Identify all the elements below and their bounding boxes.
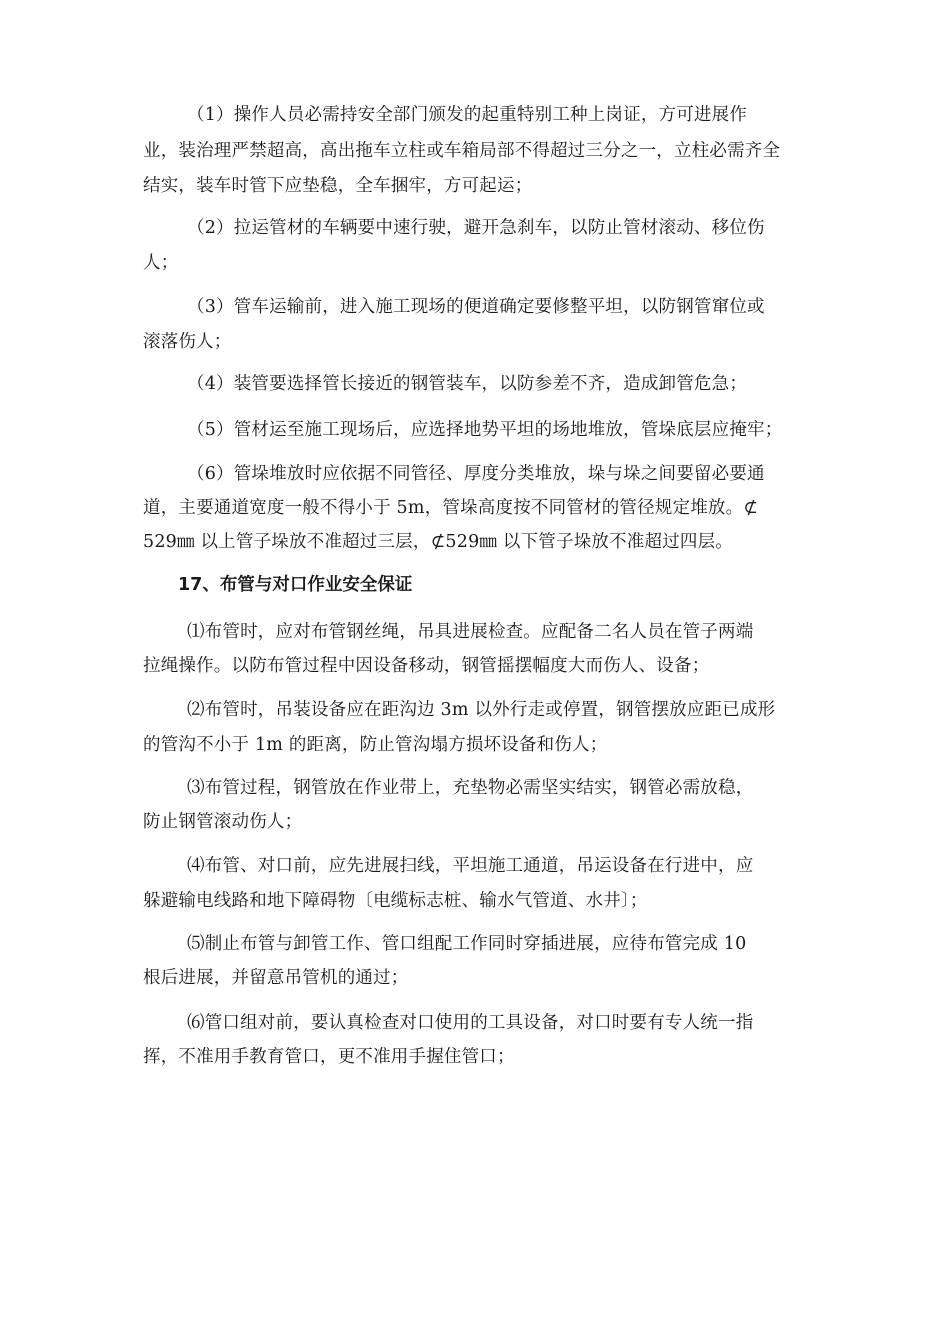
- paragraph-2-line-2: 人；: [143, 253, 179, 273]
- paragraph-6-line-2: 道，主要通道宽度一般不得小于 5m，管垛高度按不同管材的管径规定堆放。⊄: [143, 498, 759, 518]
- item-1-line-2: 拉绳操作。以防布管过程中因设备移动，钢管摇摆幅度大而伤人、设备；: [143, 656, 710, 676]
- item-4-line-1: ⑷布管、对口前，应先进展扫线，平坦施工通道，吊运设备在行进中，应: [187, 856, 754, 876]
- paragraph-3-line-1: （3）管车运输前，进入施工现场的便道确定要修整平坦，以防钢管窜位或: [187, 297, 765, 317]
- paragraph-6-line-1: （6）管垛堆放时应依据不同管径、厚度分类堆放，垛与垛之间要留必要通: [187, 464, 765, 484]
- paragraph-6-line-3: 529㎜ 以上管子垛放不准超过三层，⊄529㎜ 以下管子垛放不准超过四层。: [143, 532, 733, 552]
- item-3-line-2: 防止钢管滚动伤人；: [143, 812, 303, 832]
- item-2-line-1: ⑵布管时，吊装设备应在距沟边 3m 以外行走或停置，钢管摆放应距已成形: [187, 700, 776, 720]
- item-4-line-2: 躲避输电线路和地下障碍物〔电缆标志桩、输水气管道、水井〕；: [143, 891, 648, 911]
- item-1-line-1: ⑴布管时，应对布管钢丝绳，吊具进展检查。应配备二名人员在管子两端: [187, 622, 754, 642]
- item-2-line-2: 的管沟不小于 1m 的距离，防止管沟塌方损坏设备和伤人；: [143, 735, 608, 755]
- paragraph-2-line-1: （2）拉运管材的车辆要中速行驶，避开急刹车，以防止管材滚动、移位伤: [187, 218, 765, 238]
- paragraph-4-line-1: （4）装管要选择管长接近的钢管装车，以防参差不齐，造成卸管危急；: [187, 374, 748, 394]
- item-5-line-2: 根后进展，并留意吊管机的通过；: [143, 968, 409, 988]
- paragraph-3-line-2: 滚落伤人；: [143, 332, 232, 352]
- item-6-line-1: ⑹管口组对前，要认真检查对口使用的工具设备，对口时要有专人统一指: [187, 1013, 754, 1033]
- paragraph-1-line-2: 业，装治理严禁超高，高出拖车立柱或车箱局部不得超过三分之一，立柱必需齐全: [143, 141, 781, 161]
- item-6-line-2: 挥，不准用手教育管口，更不准用手握住管口；: [143, 1047, 515, 1067]
- item-3-line-1: ⑶布管过程，钢管放在作业带上，充垫物必需坚实结实，钢管必需放稳，: [187, 778, 754, 798]
- paragraph-5-line-1: （5）管材运至施工现场后，应选择地势平坦的场地堆放，管垛底层应掩牢；: [187, 420, 783, 440]
- paragraph-1-line-1: （1）操作人员必需持安全部门颁发的起重特别工种上岗证，方可进展作: [187, 105, 748, 125]
- item-5-line-1: ⑸制止布管与卸管工作、管口组配工作同时穿插进展，应待布管完成 10: [187, 934, 747, 954]
- section-heading: 17、布管与对口作业安全保证: [178, 575, 413, 595]
- paragraph-1-line-3: 结实，装车时管下应垫稳，全车捆牢，方可起运；: [143, 176, 533, 196]
